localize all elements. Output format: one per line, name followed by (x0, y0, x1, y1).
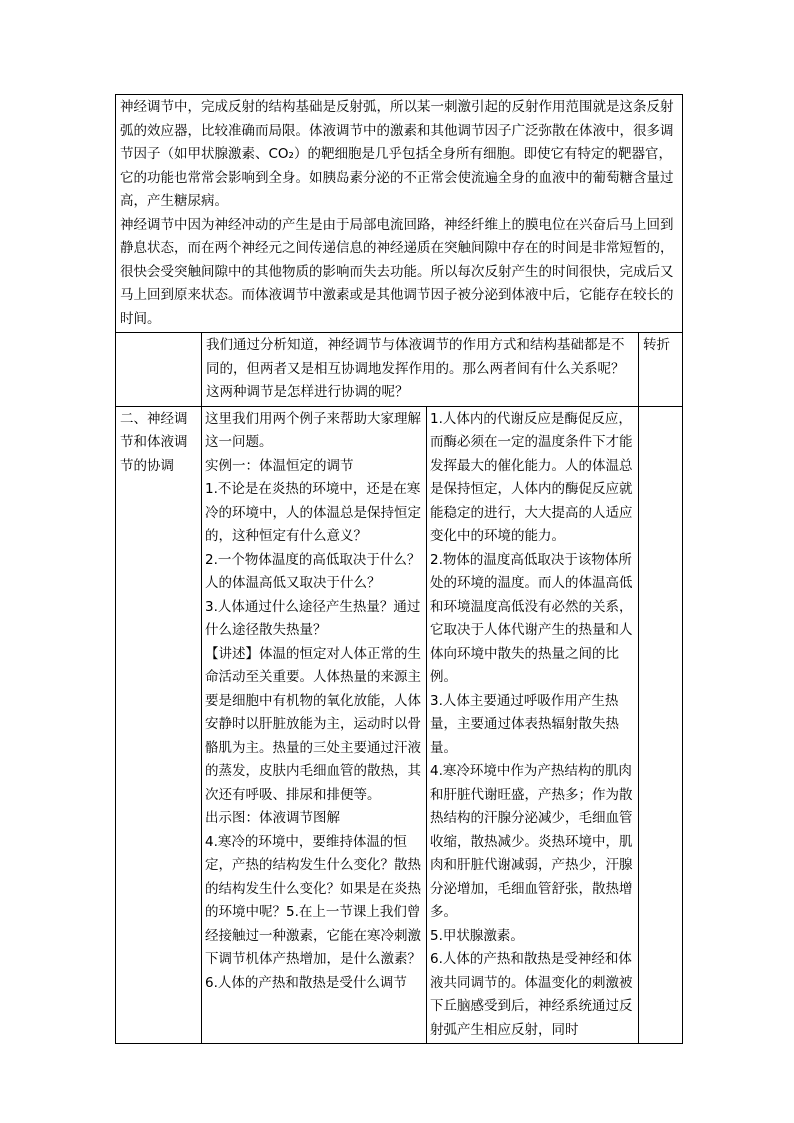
intro-row (116, 95, 683, 333)
teacher-line-7: 4.寒冷的环境中，要维持体温的恒定，产热的结构发生什么变化？散热的结构发生什么变化？如果是在炎热的环境中呢？5.在上一节课上我们曾经接触过一种激素，它能在寒冷刺激下调节机体产热增加，是什么激素？ (205, 833, 421, 967)
teacher-line-6: 出示图：体液调节图解 (205, 810, 340, 826)
intro-cell (116, 95, 683, 333)
student-line-4: 5.甲状腺激素。 (430, 927, 524, 944)
student-line-5: 6.人体的产热和散热是受神经和体液共同调节的。体温变化的刺激被下丘脑感受到后，神经系统通过反射弧产生相应反射，同时 (430, 951, 633, 1038)
teacher-line-1: 实例一：体温恒定的调节 (205, 457, 354, 474)
section2-title-cell (116, 406, 202, 1044)
student-line-1: 2.物体的温度高低取决于该物体所处的环境的温度。而人的体温高低和环境温度高低没有必然的关系，它取决于人体代谢产生的热量和人体向环境中散失的热量之间的比例。 (430, 551, 633, 685)
teacher-activity-cell (202, 406, 427, 1044)
teacher-line-8: 6.人体的产热和散热是受什么调节 (205, 974, 407, 991)
intro-paragraph-1: 神经调节中，完成反射的结构基础是反射弧，所以某一刺激引起的反射作用范围就是这条反射弧的效应器，比较准确而局限。体液调节中的激素和其他调节因子广泛弥散在体液中，很多调节因子（如甲状腺激素、CO₂）的靶细胞是几乎包括全身所有细胞。即使它有特定的靶器官，它的功能也常常会影响到全身。如胰岛素分泌的不正常会使流遍全身的血液中的葡萄糖含量过高，产生糖尿病。 (120, 99, 674, 209)
section2-row (116, 406, 683, 1044)
transition-content: 我们通过分析知道，神经调节与体液调节的作用方式和结构基础都是不同的，但两者又是相互协调地发挥作用的。那么两者间有什么关系呢？这两种调节是怎样进行协调的呢？ (206, 337, 625, 400)
transition-row (116, 333, 683, 407)
transition-section-cell (116, 333, 202, 407)
teacher-line-0: 这里我们用两个例子来帮助大家理解这一问题。 (205, 410, 421, 450)
transition-content-cell (202, 333, 639, 407)
teacher-line-4: 3.人体通过什么途径产生热量？通过什么途径散失热量？ (205, 598, 421, 638)
transition-label: 转折 (643, 337, 670, 353)
student-activity-cell (427, 406, 639, 1044)
lesson-plan-table (115, 94, 683, 1044)
teacher-line-2: 1.不论是在炎热的环境中，还是在寒冷的环境中，人的体温总是保持恒定的，这种恒定有什么意义？ (205, 481, 421, 544)
student-line-3: 4.寒冷环境中作为产热结构的肌肉和肝脏代谢旺盛，产热多；作为散热结构的汗腺分泌减少，毛细血管收缩，散热减少。炎热环境中，肌肉和肝脏代谢减弱，产热少，汗腺分泌增加，毛细血管舒张，散热增多。 (430, 763, 633, 920)
teacher-line-5: 【讲述】体温的恒定对人体正常的生命活动至关重要。人体热量的来源主要是细胞中有机物的氧化放能，人体安静时以肝脏放能为主，运动时以骨骼肌为主。热量的三处主要通过汗液的蒸发，皮肤内毛细血管的散热，其次还有呼吸、排尿和排便等。 (205, 645, 421, 803)
section2-note-cell (639, 406, 683, 1044)
transition-label-cell (639, 333, 683, 407)
section2-title: 二、神经调节和体液调节的协调 (120, 410, 188, 474)
student-line-2: 3.人体主要通过呼吸作用产生热量，主要通过体表热辐射散失热量。 (430, 692, 619, 756)
student-line-0: 1.人体内的代谢反应是酶促反应，而酶必须在一定的温度条件下才能发挥最大的催化能力。人的体温总是保持恒定，人体内的酶促反应就能稳定的进行，大大提高的人适应变化中的环境的能力。 (430, 410, 633, 544)
intro-paragraph-2: 神经调节中因为神经冲动的产生是由于局部电流回路，神经纤维上的膜电位在兴奋后马上回到静息状态，而在两个神经元之间传递信息的神经递质在突触间隙中存在的时间是非常短暂的，很快会受突触间隙中的其他物质的影响而失去功能。所以每次反射产生的时间很快，完成后又马上回到原来状态。而体液调节中激素或是其他调节因子被分泌到体液中后，它能存在较长的时间。 (120, 216, 674, 327)
teacher-line-3: 2.一个物体温度的高低取决于什么？人的体温高低又取决于什么？ (205, 551, 421, 591)
